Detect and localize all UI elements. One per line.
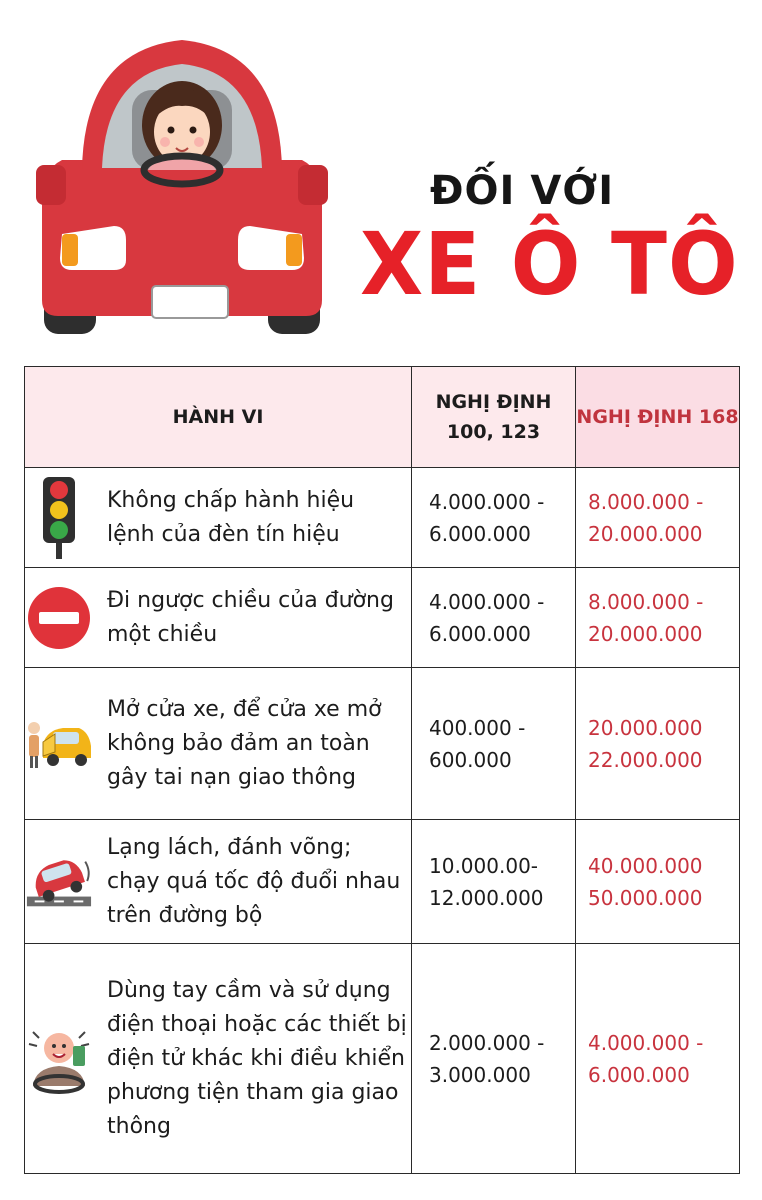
table-row xyxy=(25,820,740,944)
old-fine: 4.000.000 - 6.000.000 xyxy=(429,589,545,646)
table-row xyxy=(25,668,740,820)
old-fine: 2.000.000 - 3.000.000 xyxy=(429,1030,545,1087)
phone-driving-icon xyxy=(25,1024,93,1094)
new-fine: 8.000.000 - 20.000.000 xyxy=(588,489,704,546)
new-fine: 4.000.000 - 6.000.000 xyxy=(588,1030,704,1087)
header-old-decree: NGHỊ ĐỊNH 100, 123 xyxy=(412,367,576,468)
behavior-text: Lạng lách, đánh võng; chạy quá tốc độ đuổi nhau trên đường bộ xyxy=(107,834,401,928)
behavior-text: Dùng tay cầm và sử dụng điện thoại hoặc các thiết bị điện tử khác khi điều khiển phương tiện tham gia giao thông xyxy=(107,977,407,1139)
table-row xyxy=(25,944,740,1174)
behavior-text: Không chấp hành hiệu lệnh của đèn tín hiệu xyxy=(107,487,355,547)
new-fine: 40.000.000 50.000.000 xyxy=(588,853,703,910)
header xyxy=(0,0,762,355)
behavior-text: Mở cửa xe, để cửa xe mở không bảo đảm an toàn gây tai nạn giao thông xyxy=(107,696,382,790)
table-header-row xyxy=(25,367,740,468)
behavior-text: Đi ngược chiều của đường một chiều xyxy=(107,587,394,647)
old-fine: 400.000 - 600.000 xyxy=(429,715,526,772)
new-fine: 20.000.000 22.000.000 xyxy=(588,715,703,772)
table-row xyxy=(25,468,740,568)
title-line-2: XE Ô TÔ xyxy=(360,215,739,315)
car-driver-icon xyxy=(22,20,342,340)
no-entry-icon xyxy=(27,586,91,650)
traffic-light-icon xyxy=(39,477,79,559)
old-fine: 10.000.00- 12.000.000 xyxy=(429,853,544,910)
old-fine: 4.000.000 - 6.000.000 xyxy=(429,489,545,546)
title-line-1: ĐỐI VỚI xyxy=(430,168,615,214)
new-fine: 8.000.000 - 20.000.000 xyxy=(588,589,704,646)
fines-table xyxy=(24,366,740,1174)
header-new-decree: NGHỊ ĐỊNH 168 xyxy=(576,367,740,468)
car-door-accident-icon xyxy=(25,718,93,770)
reckless-driving-icon xyxy=(25,851,93,913)
table-row xyxy=(25,568,740,668)
header-behavior: HÀNH VI xyxy=(25,367,412,468)
